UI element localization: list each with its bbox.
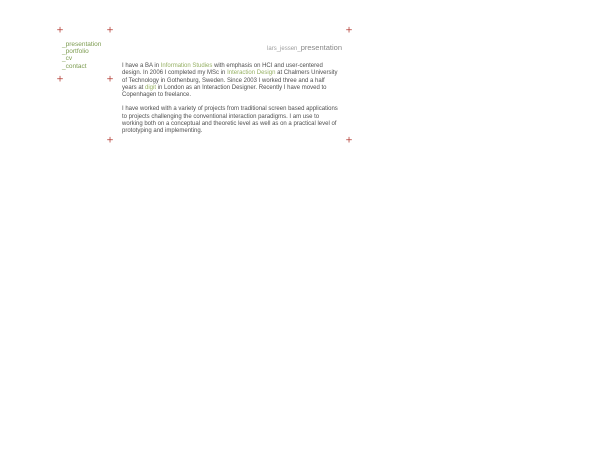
crosshair-marker: + [106,135,114,146]
inline-link[interactable]: Interaction Design [227,70,276,77]
crosshair-marker: + [56,74,64,85]
crosshair-marker: + [56,25,64,36]
bio-text-segment: at Chalmers University of Technology in Gothenburg, Sweden. Since 2003 I worked three and a half years at [122,70,338,91]
nav-link-contact[interactable]: _contact [62,62,87,70]
nav-link-cv[interactable]: _cv [62,55,73,63]
inline-link[interactable]: digit [145,84,157,91]
bio-paragraph-2: I have worked with a variety of projects from traditional screen based applications to projects challenging the conventional interaction paradigms. I am use to working both on a conceptual and theoretic level as well as on a practical level of prototyping and implementing. [122,106,338,135]
crosshair-marker: + [106,74,114,85]
bio-text-segment: with emphasis on HCI and user-centered design. In 2006 I completed my MSc in [122,63,323,77]
inline-link[interactable]: Information Studies [160,63,213,69]
page-title-main: presentation [300,43,342,52]
page-title [142,37,342,55]
bio-text-segment: in London as an Interaction Designer. Recently I have moved to Copenhagen to freelance. [122,84,327,99]
sidebar-nav [62,41,101,70]
nav-link-presentation[interactable]: _presentation [62,41,102,48]
crosshair-marker: + [345,25,353,36]
crosshair-marker: + [106,25,114,36]
bio-text-block [122,63,340,143]
bio-text-segment: I have a BA in [122,63,161,69]
crosshair-marker: + [345,135,353,146]
nav-link-portfolio[interactable]: _portfolio [62,48,89,56]
bio-paragraph-1 [122,63,340,99]
page-title-prefix: lars_jessen_ [267,46,301,52]
